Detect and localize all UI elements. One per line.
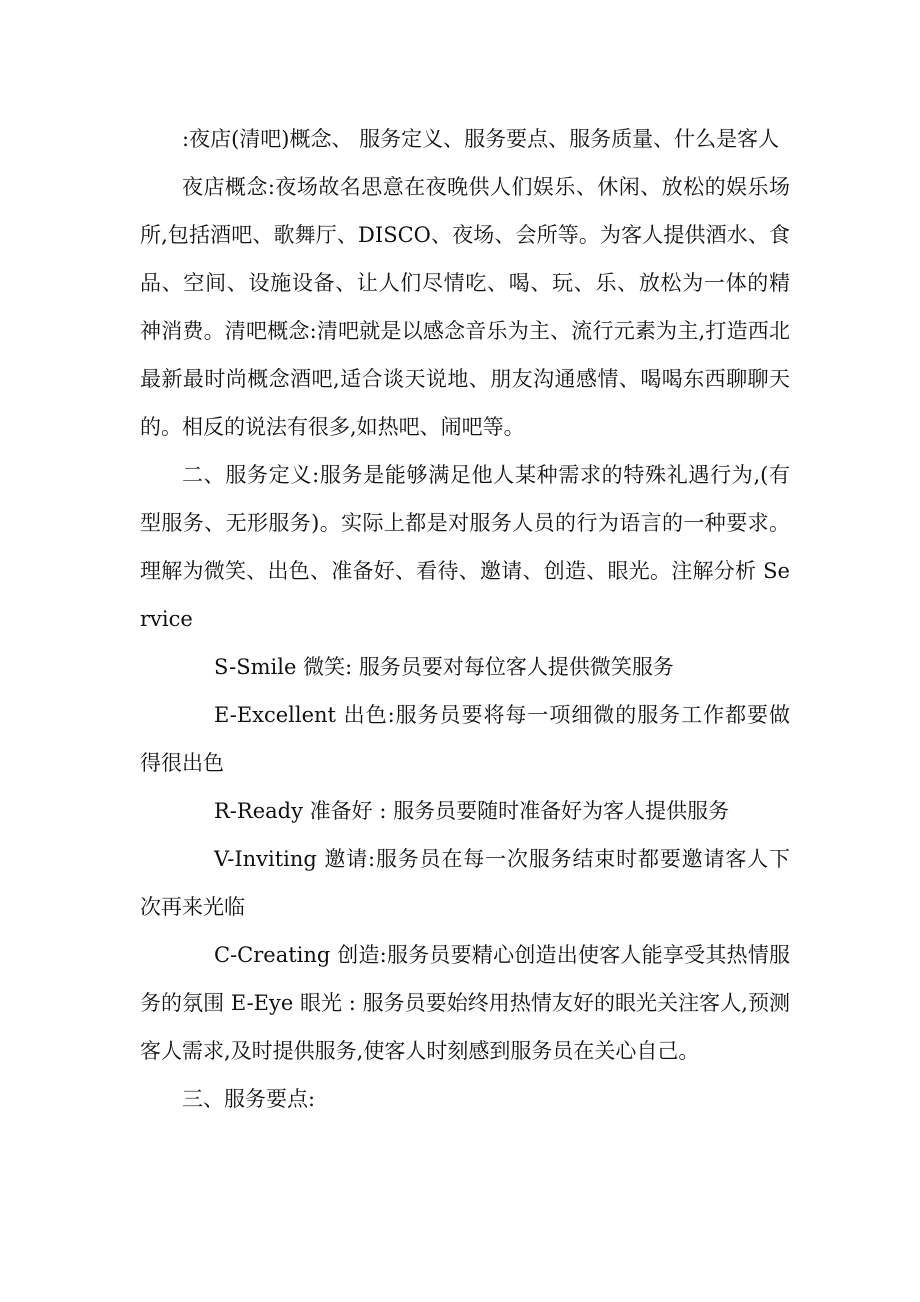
service-definition-paragraph: 二、服务定义:服务是能够满足他人某种需求的特殊礼遇行为,(有型服务、无形服务)。实际上都是对服务人员的行为语言的一种要求。理解为微笑、出色、准备好、看待、邀请、创造、眼光。注解分析 Service xyxy=(140,463,790,631)
service-excellent-item: E-Excellent 出色:服务员要将每一项细微的服务工作都要做得很出色 xyxy=(140,703,790,775)
service-smile-item: S-Smile 微笑: 服务员要对每位客人提供微笑服务 xyxy=(214,655,674,679)
intro-heading-paragraph: :夜店(清吧)概念、 服务定义、服务要点、服务质量、什么是客人 xyxy=(182,127,780,151)
service-creating-eye-item: C-Creating 创造:服务员要精心创造出使客人能享受其热情服务的氛围 E-Eye 眼光 : 服务员要始终用热情友好的眼光关注客人,预测客人需求,及时提供服务,使客人时刻感到服务员在关心自己。 xyxy=(140,943,790,1063)
service-points-heading: 三、服务要点: xyxy=(182,1087,316,1111)
service-inviting-item: V-Inviting 邀请:服务员在每一次服务结束时都要邀请客人下次再来光临 xyxy=(140,847,790,919)
service-ready-item: R-Ready 准备好 : 服务员要随时准备好为客人提供服务 xyxy=(214,799,730,823)
nightclub-concept-paragraph: 夜店概念:夜场故名思意在夜晚供人们娱乐、休闲、放松的娱乐场所,包括酒吧、歌舞厅、DISCO、夜场、会所等。为客人提供酒水、食品、空间、设施设备、让人们尽情吃、喝、玩、乐、放松为一体的精神消费。清吧概念:清吧就是以感念音乐为主、流行元素为主,打造西北最新最时尚概念酒吧,适合谈天说地、朋友沟通感情、喝喝东西聊聊天的。相反的说法有很多,如热吧、闹吧等。 xyxy=(140,175,790,439)
document-page xyxy=(140,115,790,1123)
